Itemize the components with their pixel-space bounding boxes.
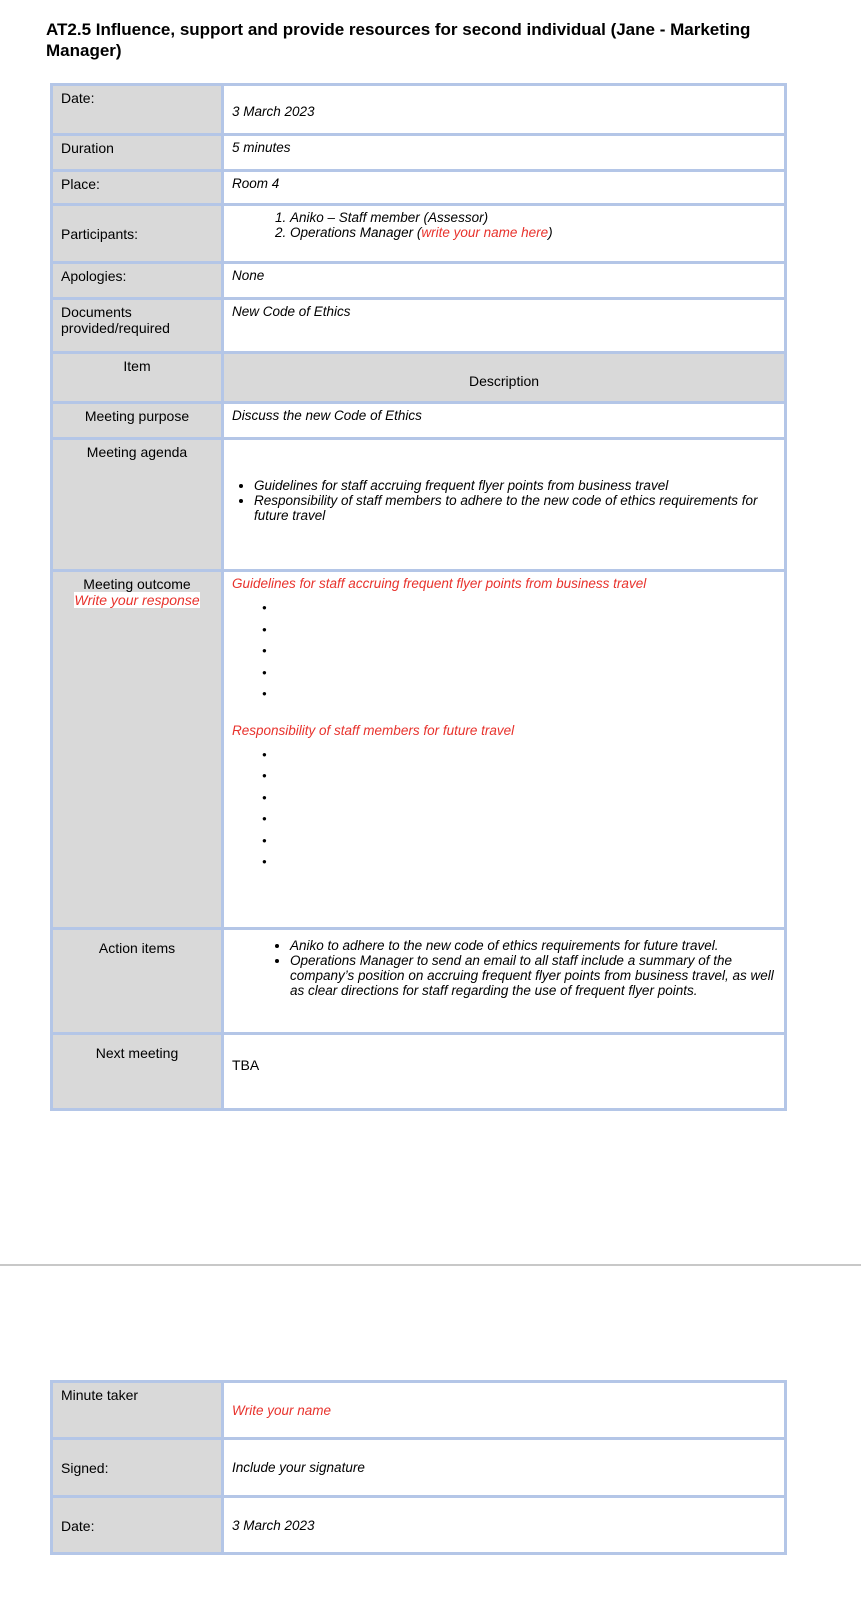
outcome-label: Meeting outcome: [83, 576, 191, 592]
place-label: Place:: [52, 171, 223, 205]
footer-date-value[interactable]: 3 March 2023: [223, 1497, 786, 1554]
outcome-section-responsibility: Responsibility of staff members for future travel: [232, 722, 515, 738]
footer-date-label: Date:: [52, 1497, 223, 1554]
page-break: [0, 1264, 861, 1266]
signed-value[interactable]: Include your signature: [223, 1439, 786, 1497]
name-placeholder[interactable]: write your name here: [421, 225, 549, 240]
minute-taker-label: Minute taker: [52, 1382, 223, 1439]
actions-value[interactable]: [223, 929, 786, 1034]
guidelines-bullets[interactable]: [232, 595, 776, 703]
agenda-item: • Responsibility of staff members to adhere to the new code of ethics requirements for future travel: [254, 493, 782, 523]
documents-value[interactable]: New Code of Ethics: [223, 299, 786, 353]
item-header: Item: [52, 353, 223, 403]
participant-text: Operations Manager (: [290, 225, 422, 240]
description-header: Description: [223, 353, 786, 403]
participants-label: Participants:: [52, 205, 223, 263]
outcome-label-cell: [52, 571, 223, 929]
purpose-value[interactable]: Discuss the new Code of Ethics: [223, 403, 786, 439]
next-meeting-label: Next meeting: [52, 1034, 223, 1110]
date-label: Date:: [52, 85, 223, 135]
actions-label: Action items: [52, 929, 223, 1034]
date-value[interactable]: 3 March 2023: [223, 85, 786, 135]
signoff-table: [50, 1380, 787, 1555]
outcome-prompt: Write your response: [74, 592, 200, 608]
apologies-value[interactable]: None: [223, 263, 786, 299]
duration-value[interactable]: 5 minutes: [223, 135, 786, 171]
paren: ): [548, 225, 553, 240]
action-item: • Operations Manager to send an email to all staff include a summary of the company’s position on accruing frequent flyer points from business travel, as well as clear directions for staff regarding the use of frequent flyer points.: [290, 953, 782, 998]
outcome-section-guidelines: Guidelines for staff accruing frequent flyer points from business travel: [232, 576, 647, 591]
outcome-value[interactable]: [223, 571, 786, 929]
apologies-label: Apologies:: [52, 263, 223, 299]
action-item: • Aniko to adhere to the new code of ethics requirements for future travel.: [290, 938, 782, 953]
participant-item: 1. Aniko – Staff member (Assessor): [290, 210, 776, 225]
agenda-label: Meeting agenda: [52, 439, 223, 571]
minute-taker-value[interactable]: Write your name: [223, 1382, 786, 1439]
next-meeting-value[interactable]: TBA: [223, 1034, 786, 1110]
responsibility-bullets[interactable]: [232, 742, 776, 871]
duration-label: Duration: [52, 135, 223, 171]
page-title: AT2.5 Influence, support and provide resources for second individual (Jane - Marketing Manager): [46, 20, 751, 60]
agenda-item: • Guidelines for staff accruing frequent flyer points from business travel: [254, 478, 782, 493]
place-value[interactable]: Room 4: [223, 171, 786, 205]
agenda-value[interactable]: [223, 439, 786, 571]
documents-label: Documents provided/required: [52, 299, 223, 353]
meeting-minutes-table: [50, 83, 787, 1111]
purpose-label: Meeting purpose: [52, 403, 223, 439]
participant-item: [290, 225, 776, 240]
participants-value[interactable]: [223, 205, 786, 263]
signed-label: Signed:: [52, 1439, 223, 1497]
